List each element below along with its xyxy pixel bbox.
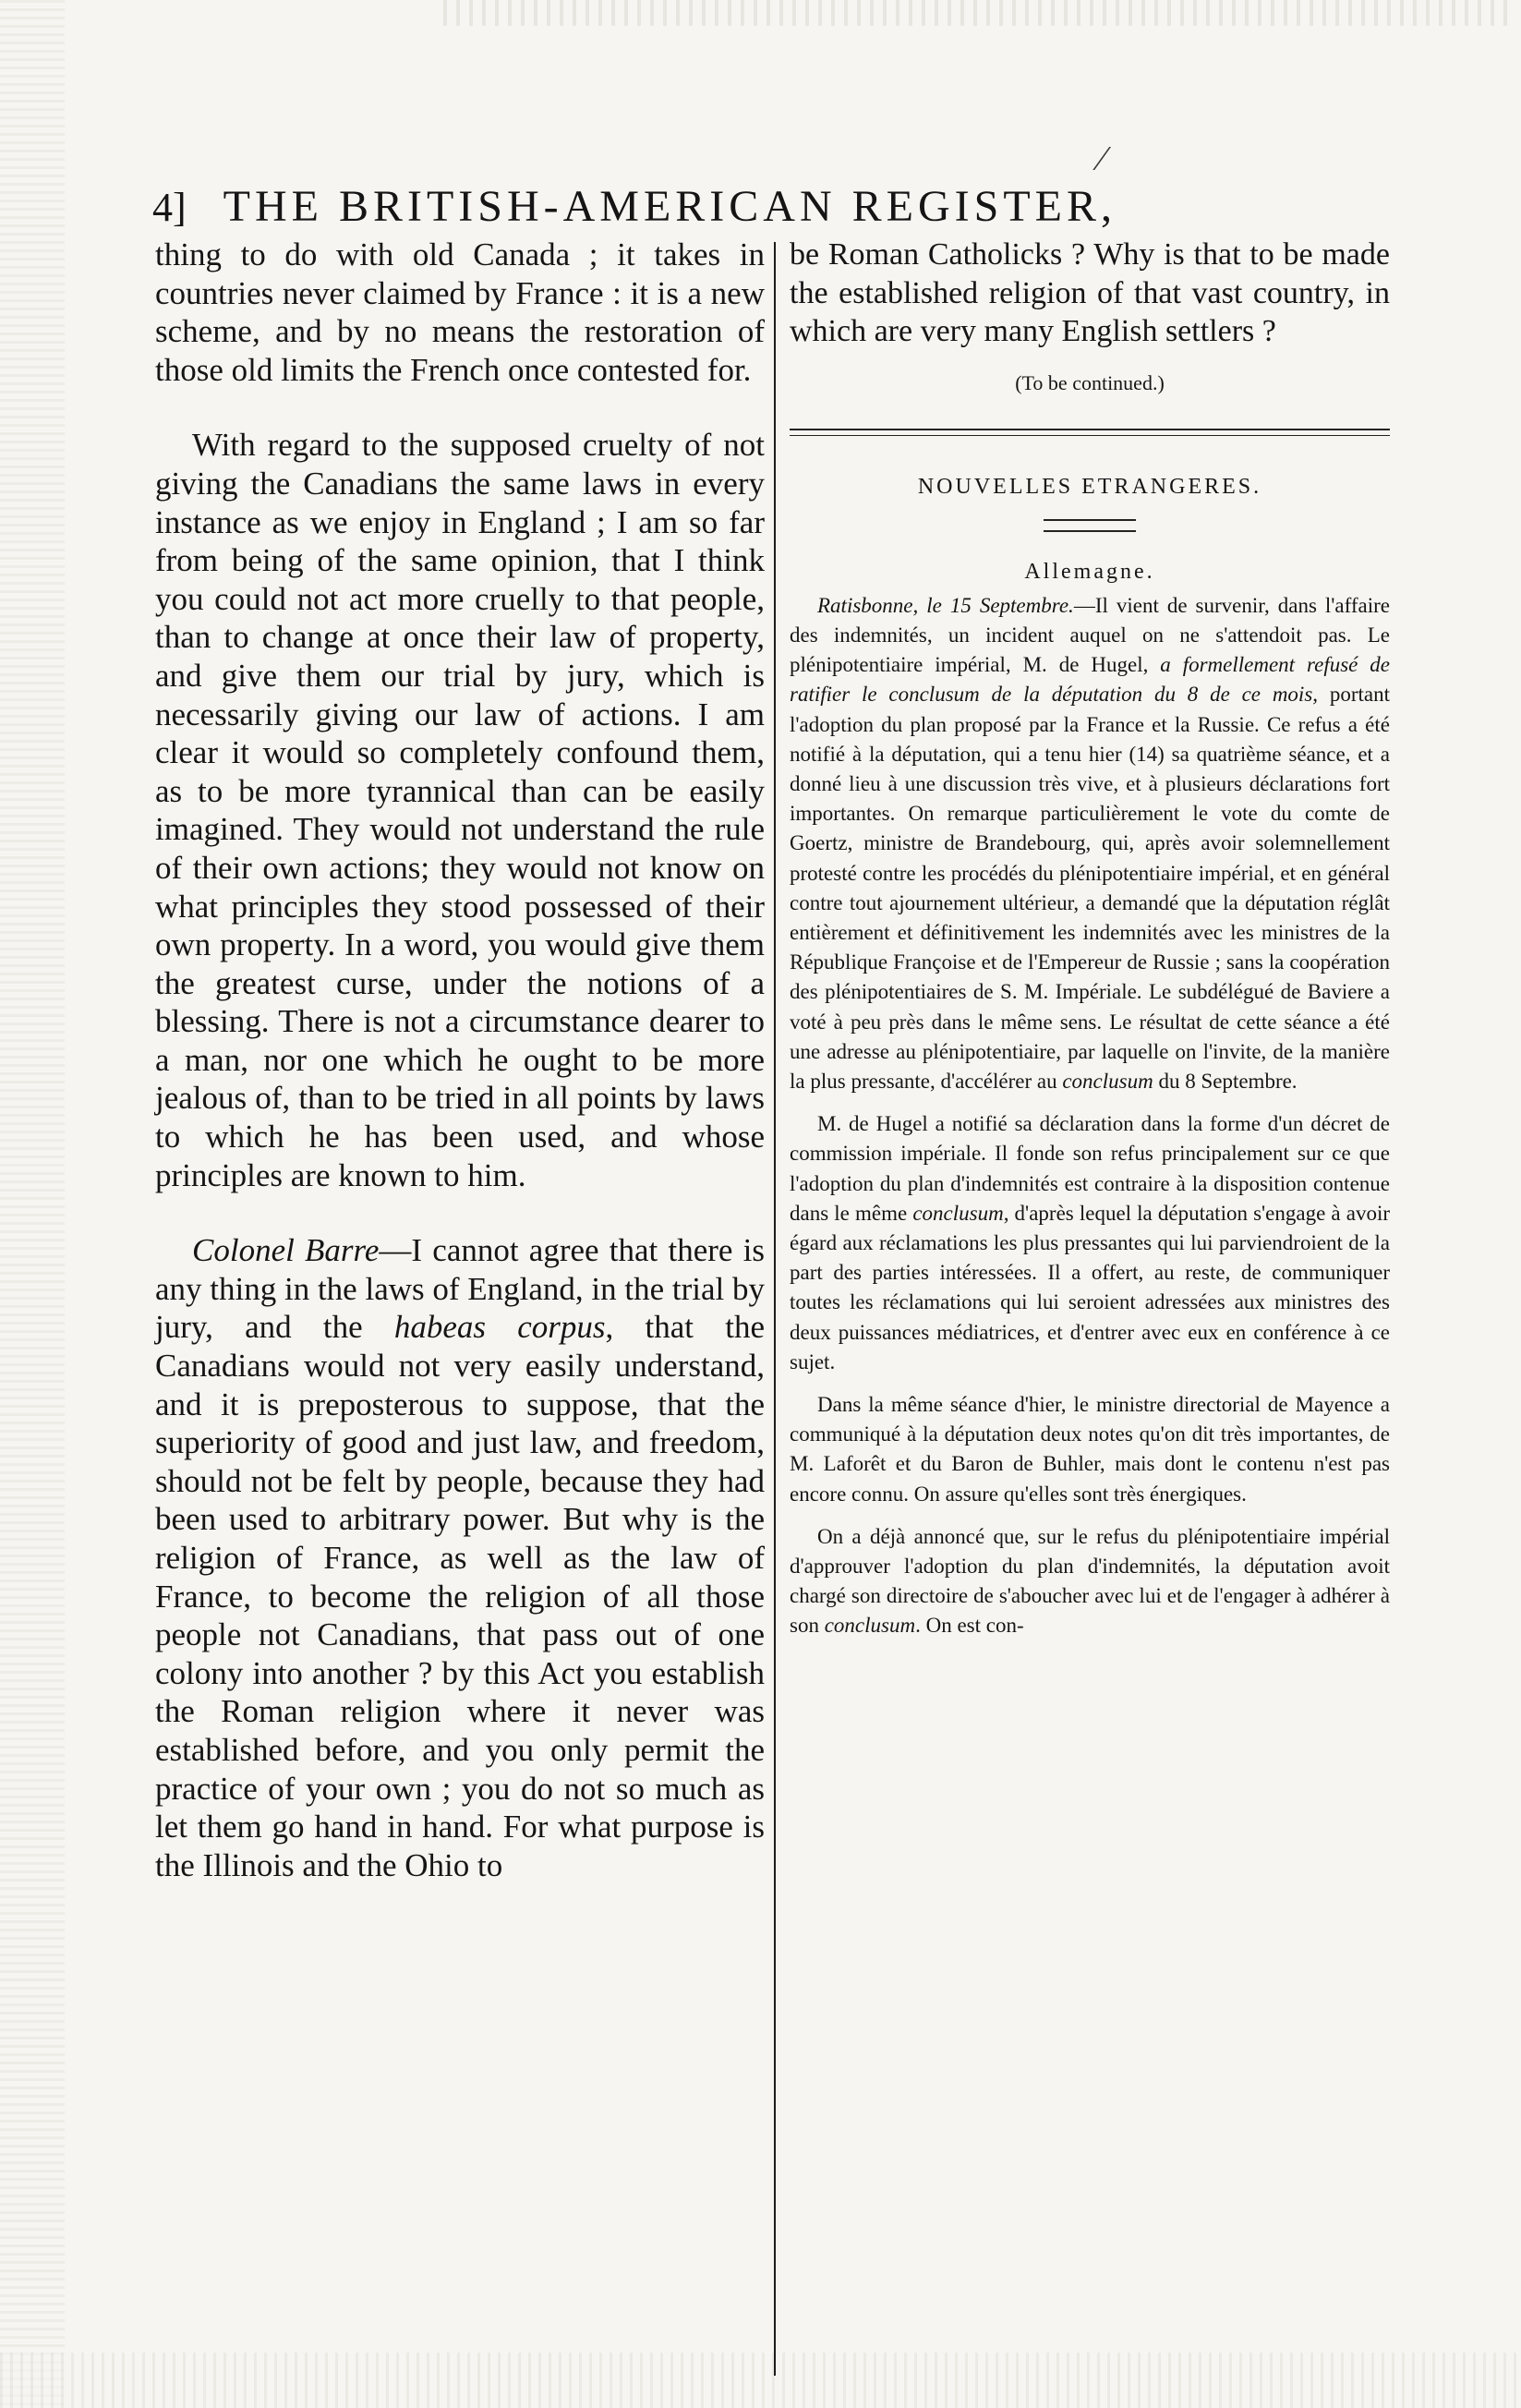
news-text: —Il vient de survenir, dans l'affaire des indemnités, un incident auquel on ne s'attendoit pas. Le plénipotentiaire impérial, M. de Hugel, bbox=[790, 593, 1391, 677]
left-paragraph-2: With regard to the supposed cruelty of not giving the Canadians the same laws in every instance as we enjoy in England ; I am so far from being of the same opinion, that I think you could not act more cruelly to that people, than to change at once their law of property, and give them our trial by jury, which is necessarily giving our law of actions. I am clear it would so completely confound them, as to be more tyrannical than can be easily imagined. They would not understand the rule of their own actions; they would not know on what principles they stood possessed of their own property. In a word, you would give them the greatest curse, under the notions of a blessing. There is not a circumstance dearer to a man, nor one which he ought to be more jealous of, than to be tried in all points by laws to which he has been used, and whose principles are known to him. bbox=[155, 427, 765, 1193]
foreign-news-body bbox=[790, 591, 1390, 1641]
section-rule bbox=[790, 429, 1390, 436]
news-paragraph-1 bbox=[790, 591, 1390, 1096]
speech-text-b: , that the Canadians would not very easily understand, and it is preposterous to suppose, that the superiority of good and just law, and freedom, should not be felt by people, because they had been used to arbitrary power. But why is the religion of France, as well as the law of France, to become the religion of all those people not Canadians, that pass out of one colony into another ? by this Act you establish the Roman religion where it never was established before, and you only permit the practice of your own ; you do not so much as let them go hand in hand. For what purpose is the Illinois and the Ohio to bbox=[155, 1309, 765, 1883]
left-paragraph-1: thing to do with old Canada ; it takes in countries never claimed by France : it is a new scheme, and by no means the restoration of those old limits the French once contested for. bbox=[155, 236, 765, 388]
left-paragraph-3 bbox=[155, 1231, 765, 1884]
news-paragraph-2 bbox=[790, 1109, 1390, 1377]
habeas-corpus: habeas corpus bbox=[393, 1309, 606, 1346]
news-text: , d'après lequel la députation s'engage à avoir égard aux réclamations les plus pressantes qui lui parviendroient de la part des parties intéressées. Il a offert, au reste, de communiquer toutes les réclamations qui lui seroient adressées aux ministres des deux puissances médiatrices, et d'entrer avec eux en conférence à ce sujet. bbox=[790, 1201, 1390, 1373]
news-paragraph-3: Dans la même séance d'hier, le ministre directorial de Mayence a communiqué à la députation deux notes qu'on dit très importantes, de M. Laforêt et du Baron de Buhler, mais dont le contenu n'est pas encore connu. On assure qu'elles sont très énergiques. bbox=[790, 1393, 1390, 1506]
running-title: THE BRITISH-AMERICAN REGISTER, bbox=[223, 182, 1117, 231]
news-text: M. de Hugel a notifié sa déclaration dans la forme d'un décret de commission impériale. Il fonde son refus principalement sur ce que l'adoption du plan d'indemnités est contraire à la disposition contenue dans le même bbox=[790, 1112, 1390, 1225]
news-paragraph-4 bbox=[790, 1522, 1390, 1641]
news-italic: conclusum bbox=[824, 1614, 916, 1638]
news-text: On a déjà annoncé que, sur le refus du plénipotentiaire impérial d'approuver l'adoption du plan d'indemnités, la députation avoit chargé son directoire de s'aboucher avec lui et de l'engager à adhérer à son bbox=[790, 1524, 1390, 1638]
section-title: NOUVELLES ETRANGERES. bbox=[917, 474, 1262, 499]
news-italic: a formellement refusé de ratifier le conclusum de la députation du 8 de ce mois, bbox=[790, 653, 1391, 707]
dateline: Ratisbonne, le 15 Septembre. bbox=[817, 593, 1074, 617]
scan-noise-bottom bbox=[0, 2353, 1521, 2408]
column-divider bbox=[774, 242, 776, 2376]
news-italic: conclusum bbox=[1062, 1070, 1153, 1094]
scan-noise-left bbox=[0, 0, 65, 2408]
news-text: portant l'adoption du plan proposé par la France et la Russie. Ce refus a été notifié à la députation, qui a tenu hier (14) sa quatrième séance, et a donné lieu à une discussion très vive, et à plusieurs déclarations fort importantes. On remarque particulièrement le vote du comte de Goertz, ministre de Brandebourg, qui, après avoir solemnellement protesté contre les procédés du plénipotentiaire impérial, et en général contre tout ajournement ultérieur, a demandé que la députation réglât entièrement et définitivement les indemnités avec les ministres de la République Françoise et de l'Empereur de Russie ; sans la coopération des plénipotentiaires de S. M. Impériale. Le subdélégué de Baviere a voté à peu près dans le même sens. Le résultat de cette séance a été une adresse au plénipotentiaire, par laquelle on l'invite, de la manière la plus pressante, d'accélérer au bbox=[790, 683, 1390, 1094]
continued-note: (To be continued.) bbox=[1015, 370, 1165, 394]
speaker-name: Colonel Barre bbox=[192, 1232, 380, 1269]
left-column bbox=[155, 236, 765, 1884]
news-text: du 8 Septembre. bbox=[1153, 1070, 1298, 1094]
ornament-divider bbox=[1044, 519, 1136, 532]
scan-noise-top bbox=[443, 0, 1515, 26]
page-number: 4] bbox=[152, 185, 187, 230]
news-text: . On est con- bbox=[915, 1614, 1024, 1638]
right-continuation: be Roman Catholicks ? Why is that to be made the established religion of that vast country, in which are very many English settlers ? bbox=[790, 237, 1390, 349]
page-header bbox=[152, 181, 1427, 236]
speech-text-a: —I cannot agree that there is any thing in the laws of England, in the trial by jury, and the bbox=[155, 1232, 766, 1346]
right-column bbox=[790, 236, 1390, 1641]
news-italic: conclusum bbox=[912, 1201, 1004, 1225]
ink-mark: ⁄ bbox=[1099, 139, 1105, 178]
subsection-title: Allemagne. bbox=[1024, 559, 1155, 584]
